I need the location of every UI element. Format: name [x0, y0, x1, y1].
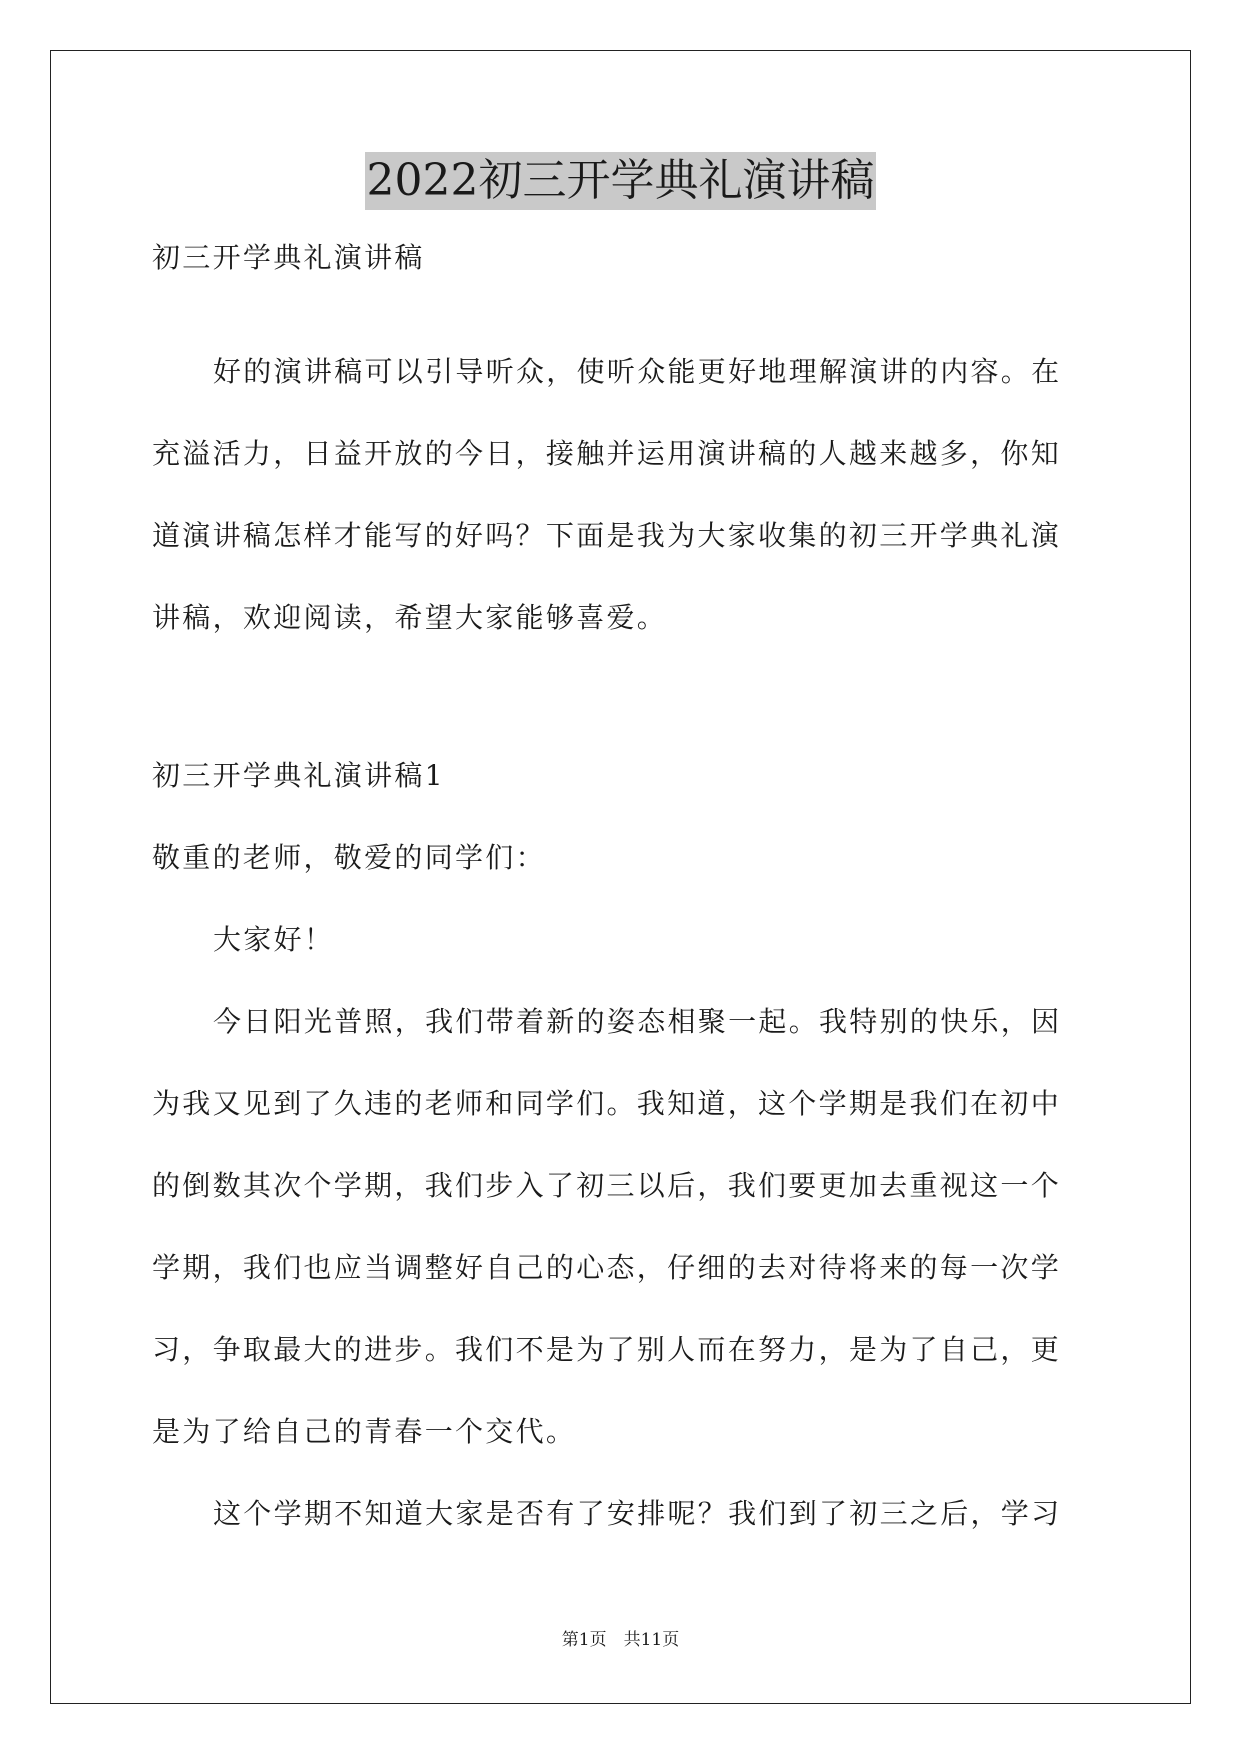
- paragraph1-line-6: 是为了给自己的青春一个交代。: [152, 1415, 577, 1448]
- paragraph1-line-5: 习，争取最大的进步。我们不是为了别人而在努力，是为了自己，更: [152, 1333, 1062, 1366]
- subtitle: 初三开学典礼演讲稿: [152, 241, 425, 274]
- greeting: 大家好！: [213, 923, 335, 956]
- paragraph1-line-3: 的倒数其次个学期，我们步入了初三以后，我们要更加去重视这一个: [152, 1169, 1062, 1202]
- intro-line-3: 道演讲稿怎样才能写的好吗？下面是我为大家收集的初三开学典礼演: [152, 519, 1062, 552]
- section-heading: 初三开学典礼演讲稿1: [152, 759, 445, 792]
- intro-line-4: 讲稿，欢迎阅读，希望大家能够喜爱。: [152, 601, 668, 634]
- intro-line-2: 充溢活力，日益开放的今日，接触并运用演讲稿的人越来越多，你知: [152, 437, 1062, 470]
- title-wrap: [0, 152, 1241, 210]
- paragraph1-line-4: 学期，我们也应当调整好自己的心态，仔细的去对待将来的每一次学: [152, 1251, 1062, 1284]
- document-title: 2022初三开学典礼演讲稿: [365, 152, 877, 210]
- paragraph1-line-2: 为我又见到了久违的老师和同学们。我知道，这个学期是我们在初中: [152, 1087, 1062, 1120]
- paragraph2-line-1: 这个学期不知道大家是否有了安排呢？我们到了初三之后，学习: [213, 1497, 1062, 1530]
- intro-line-1: 好的演讲稿可以引导听众，使听众能更好地理解演讲的内容。在: [213, 355, 1062, 388]
- paragraph1-line-1: 今日阳光普照，我们带着新的姿态相聚一起。我特别的快乐，因: [213, 1005, 1062, 1038]
- salutation: 敬重的老师，敬爱的同学们：: [152, 841, 546, 874]
- page-footer: 第1页 共11页: [561, 1630, 680, 1650]
